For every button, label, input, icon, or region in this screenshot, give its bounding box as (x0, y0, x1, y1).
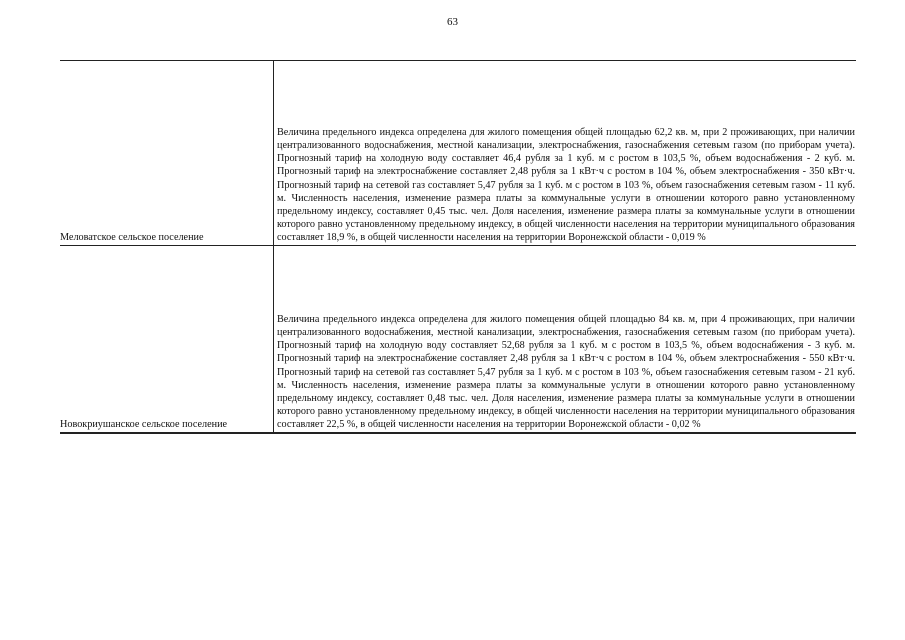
index-description (274, 246, 856, 432)
index-description (274, 61, 856, 245)
index-description-text: Величина предельного индекса определена для жилого помещения общей площадью 62,2 кв. м, при 2 проживающих, при наличии централизованного водоснабжения, местной канализации, электроснабжения, газоснабжения сетевым газом (по приборам учета). Прогнозный тариф на холодную воду составляет 46,4 рубля за 1 куб. м с ростом в 103,5 %, объем водоснабжения - 2 куб. м. Прогнозный тариф на электроснабжение составляет 2,48 рубля за 1 кВт·ч с ростом в 104 %, объем электроснабжения - 350 кВт·ч. Прогнозный тариф на сетевой газ составляет 5,47 рубля за 1 куб. м с ростом в 103 %, объем газоснабжения сетевым газом - 11 куб. м. Численность населения, изменение размера платы за коммунальные услуги в отношении которого равно установленному предельному индексу, составляет 0,45 тыс. чел. Доля населения, изменение размера платы за коммунальные услуги в отношении которого равно установленному предельному индексу, в общей численности населения на территории муниципального образования составляет 18,9 %, в общей численности населения на территории Воронежской области - 0,019 % (277, 127, 855, 243)
index-description-text: Величина предельного индекса определена для жилого помещения общей площадью 84 кв. м, при 4 проживающих, при наличии централизованного водоснабжения, местной канализации, электроснабжения, газоснабжения сетевым газом (по приборам учета). Прогнозный тариф на холодную воду составляет 52,68 рубля за 1 куб. м с ростом в 103,5 %, объем водоснабжения - 3 куб. м. Прогнозный тариф на электроснабжение составляет 2,48 рубля за 1 кВт·ч с ростом в 104 %, объем электроснабжения - 550 кВт·ч. Прогнозный тариф на сетевой газ составляет 5,47 рубля за 1 куб. м с ростом в 103 %, объем газоснабжения сетевым газом - 21 куб. м. Численность населения, изменение размера платы за коммунальные услуги в отношении которого равно установленному предельному индексу, составляет 0,48 тыс. чел. Доля населения, изменение размера платы за коммунальные услуги в отношении которого равно установленному предельному индексу, в общей численности населения на территории муниципального образования составляет 22,5 %, в общей численности населения на территории Воронежской области - 0,02 % (277, 314, 855, 430)
settlement-name: Новокриушанское сельское поселение (60, 246, 274, 432)
table-row (60, 246, 856, 434)
table-row (60, 61, 856, 246)
index-table (60, 60, 856, 434)
page-number: 63 (447, 16, 458, 28)
settlement-name: Меловатское сельское поселение (60, 61, 274, 245)
